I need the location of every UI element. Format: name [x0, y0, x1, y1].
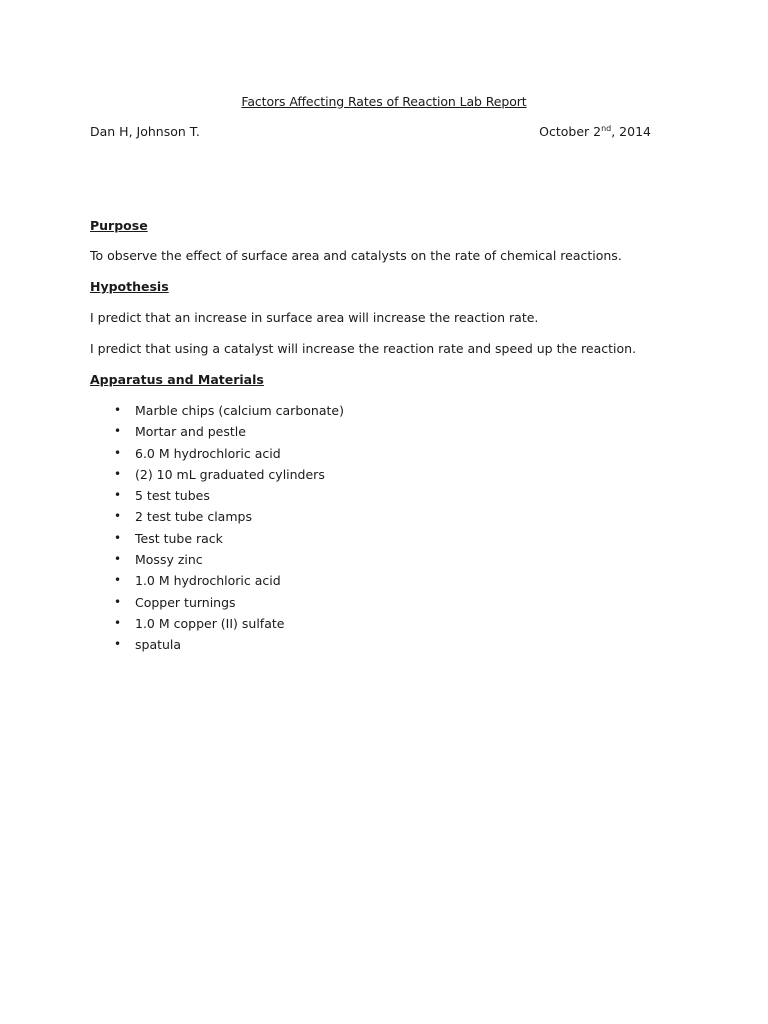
purpose-text: To observe the effect of surface area and catalysts on the rate of chemical reactions. [90, 248, 622, 263]
bullet-icon: • [114, 488, 122, 503]
report-authors: Dan H, Johnson T. [90, 124, 200, 139]
bullet-icon: • [114, 445, 122, 460]
list-item-text: Marble chips (calcium carbonate) [135, 403, 344, 418]
date-prefix: October 2 [539, 124, 602, 139]
report-date [539, 124, 651, 139]
list-item-text: 1.0 M hydrochloric acid [135, 573, 281, 589]
list-item-text: 2 test tube clamps [135, 509, 252, 525]
list-item-text: Copper turnings [135, 594, 236, 610]
purpose-heading: Purpose [90, 218, 148, 233]
bullet-icon: • [114, 552, 122, 567]
list-item-text: 1.0 M copper (II) sulfate [135, 615, 285, 631]
bullet-icon: • [114, 424, 122, 439]
date-ordinal-suffix: nd [601, 124, 612, 133]
list-item-text: 6.0 M hydrochloric acid [135, 445, 281, 461]
hypothesis-line: I predict that using a catalyst will increase the reaction rate and speed up the reaction. [90, 341, 637, 356]
bullet-icon: • [114, 594, 122, 609]
hypothesis-heading: Hypothesis [90, 279, 169, 294]
bullet-icon: • [114, 403, 122, 417]
hypothesis-line: I predict that an increase in surface area will increase the reaction rate. [90, 310, 539, 325]
materials-heading: Apparatus and Materials [90, 372, 264, 387]
bullet-icon: • [114, 530, 122, 545]
bullet-icon: • [114, 615, 122, 630]
list-item-text: (2) 10 mL graduated cylinders [135, 466, 325, 482]
bullet-icon: • [114, 637, 122, 652]
bullet-icon: • [114, 573, 122, 588]
list-item-text: Mossy zinc [135, 552, 203, 568]
report-title: Factors Affecting Rates of Reaction Lab Report [241, 94, 527, 109]
date-year: , 2014 [611, 124, 651, 139]
list-item-text: Test tube rack [135, 530, 223, 546]
list-item-text: 5 test tubes [135, 488, 210, 504]
bullet-icon: • [114, 509, 122, 524]
bullet-icon: • [114, 466, 122, 481]
list-item-text: Mortar and pestle [135, 424, 246, 440]
list-item-text: spatula [135, 637, 182, 653]
